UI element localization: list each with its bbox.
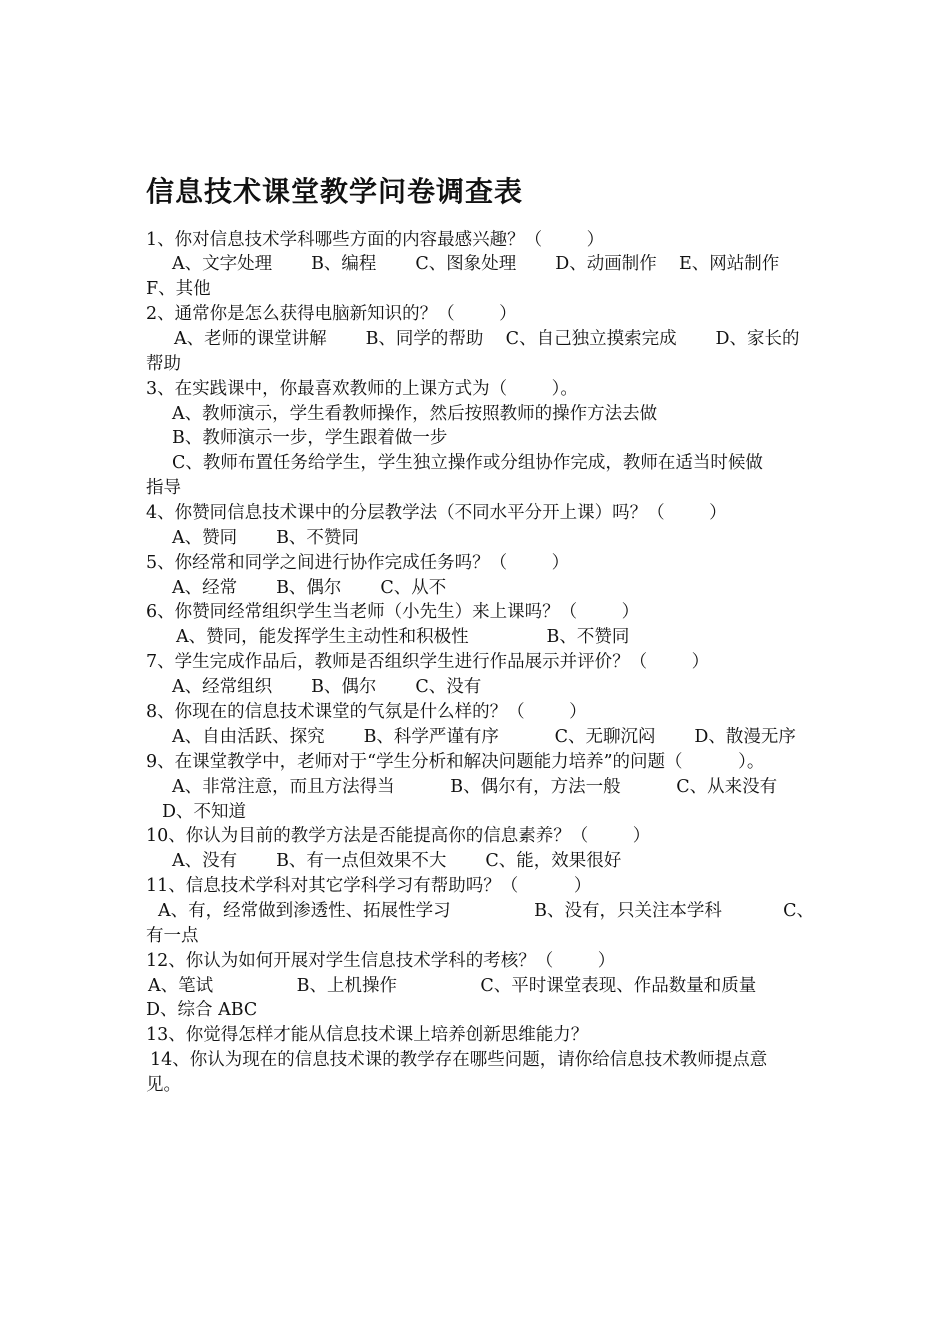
- question-2: 2、通常你是怎么获得电脑新知识的？（ ）: [146, 304, 517, 324]
- question-10-options: A、没有 B、有一点但效果不大 C、能，效果很好: [172, 851, 622, 871]
- question-7-options: A、经常组织 B、偶尔 C、没有: [172, 677, 482, 697]
- question-11-options-cont: 有一点: [146, 926, 199, 946]
- question-8: 8、你现在的信息技术课堂的气氛是什么样的？（ ）: [146, 702, 587, 722]
- question-14-cont: 见。: [146, 1075, 181, 1095]
- question-10: 10、你认为目前的教学方法是否能提高你的信息素养？（ ）: [146, 826, 651, 846]
- question-11: 11、信息技术学科对其它学科学习有帮助吗？（ ）: [146, 876, 592, 896]
- question-13: 13、你觉得怎样才能从信息技术课上培养创新思维能力？: [146, 1025, 589, 1045]
- question-11-options: A、有，经常做到渗透性、拓展性学习 B、没有，只关注本学科 C、: [158, 901, 815, 921]
- question-3-option-c-cont: 指导: [146, 478, 181, 498]
- question-12: 12、你认为如何开展对学生信息技术学科的考核？（ ）: [146, 951, 616, 971]
- question-1: 1、你对信息技术学科哪些方面的内容最感兴趣？（ ）: [146, 230, 605, 250]
- question-6-options: A、赞同，能发挥学生主动性和积极性 B、不赞同: [176, 627, 630, 647]
- question-12-options-cont: D、综合 ABC: [146, 1000, 258, 1020]
- question-7: 7、学生完成作品后，教师是否组织学生进行作品展示并评价？（ ）: [146, 652, 710, 672]
- question-4: 4、你赞同信息技术课中的分层教学法（不同水平分开上课）吗？（ ）: [146, 503, 727, 523]
- question-9-options-cont: D、不知道: [162, 802, 247, 822]
- question-5-options: A、经常 B、偶尔 C、从不: [172, 578, 447, 598]
- question-4-options: A、赞同 B、不赞同: [172, 528, 359, 548]
- question-1-options-cont: F、其他: [146, 279, 211, 299]
- question-5: 5、你经常和同学之间进行协作完成任务吗？（ ）: [146, 553, 570, 573]
- question-3-option-a: A、教师演示，学生看教师操作，然后按照教师的操作方法去做: [172, 404, 658, 424]
- question-8-options: A、自由活跃、探究 B、科学严谨有序 C、无聊沉闷 D、散漫无序: [172, 727, 796, 747]
- question-12-options: A、笔试 B、上机操作 C、平时课堂表现、作品数量和质量: [148, 976, 757, 996]
- question-14: 14、你认为现在的信息技术课的教学存在哪些问题，请你给信息技术教师提点意: [150, 1050, 768, 1070]
- question-2-options-cont: 帮助: [146, 354, 181, 374]
- question-1-options: A、文字处理 B、编程 C、图象处理 D、动画制作 E、网站制作: [172, 254, 780, 274]
- question-3: 3、在实践课中，你最喜欢教师的上课方式为（ ）。: [146, 379, 578, 399]
- question-9-options: A、非常注意，而且方法得当 B、偶尔有，方法一般 C、从来没有: [172, 777, 778, 797]
- question-2-options: A、老师的课堂讲解 B、同学的帮助 C、自己独立摸索完成 D、家长的: [174, 329, 800, 349]
- document-title: 信息技术课堂教学问卷调查表: [146, 175, 524, 208]
- question-3-option-b: B、教师演示一步，学生跟着做一步: [172, 428, 448, 448]
- question-3-option-c: C、教师布置任务给学生，学生独立操作或分组协作完成，教师在适当时候做: [172, 453, 763, 473]
- question-6: 6、你赞同经常组织学生当老师（小先生）来上课吗？（ ）: [146, 602, 640, 622]
- question-9: 9、在课堂教学中，老师对于“学生分析和解决问题能力培养”的问题（ ）。: [146, 752, 765, 772]
